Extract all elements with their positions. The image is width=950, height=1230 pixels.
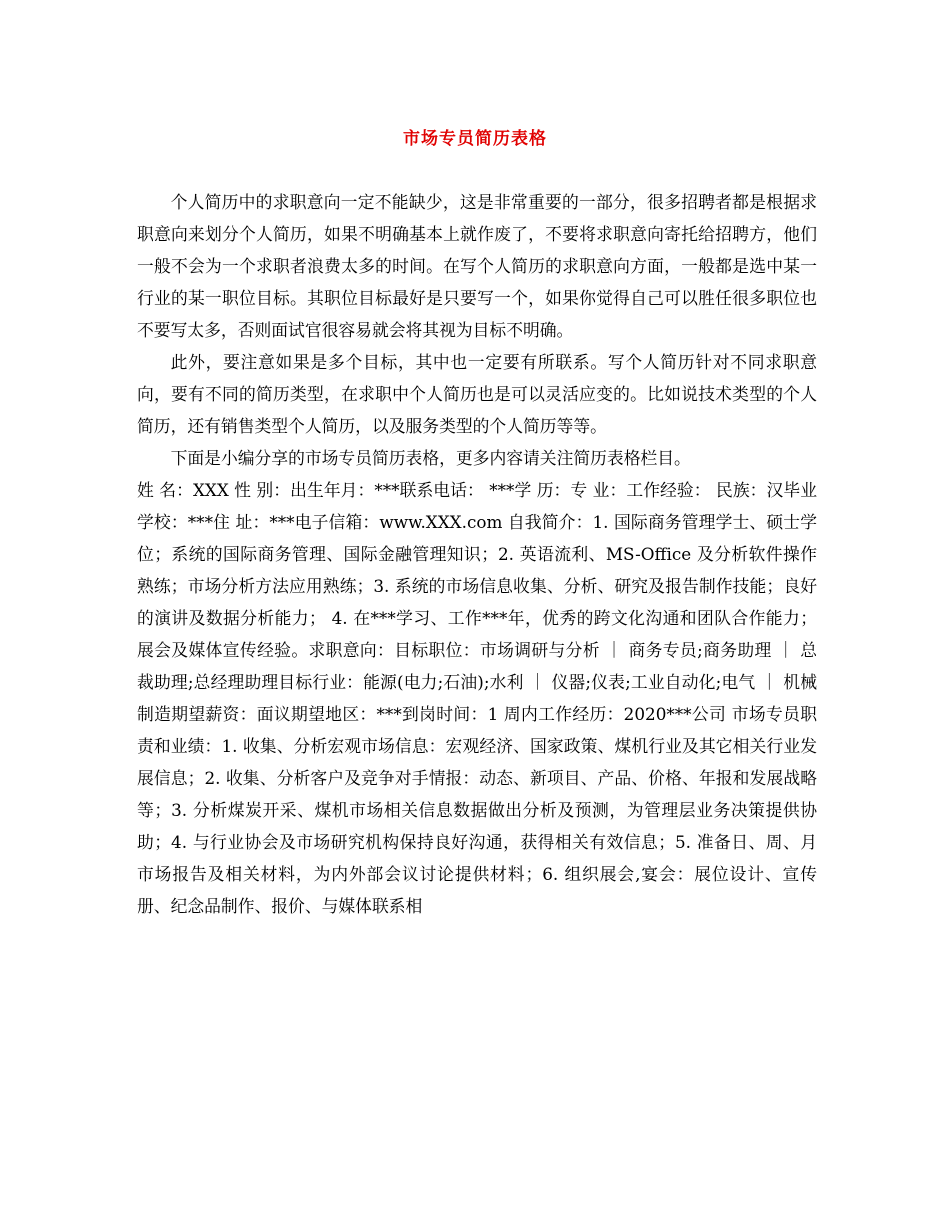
paragraph-intro-template: 下面是小编分享的市场专员简历表格，更多内容请关注简历表格栏目。 — [170, 448, 691, 468]
paragraph-resume-content: 姓 名：XXX 性 别：出生年月：***联系电话： ***学 历：专 业：工作经验： 民族：汉毕业学校：***住 址：***电子信箱：www.XXX.com 自我简介：1. 国际商务管理学士、硕士学位；系统的国际商务管理、国际金融管理知识；2. 英语流利、MS-Office 及分析软件操作熟练；市场分析方法应用熟练；3. 系统的市场信息收集、分析、研究及报告制作技能；良好的演讲及数据分析能力； 4. 在***学习、工作***年，优秀的跨文化沟通和团队合作能力；展会及媒体宣传经验。求职意向：目标职位：市场调研与分析 ｜ 商务专员;商务助理 ｜ 总裁助理;总经理助理目标行业：能源(电力;石油);水利 ｜ 仪器;仪表;工业自动化;电气 ｜ 机械制造期望薪资：面议期望地区：***到岗时间：1 周内工作经历：2020***公司 市场专员职责和业绩：1. 收集、分析宏观市场信息：宏观经济、国家政策、煤机行业及其它相关行业发展信息；2. 收集、分析客户及竞争对手情报：动态、新项目、产品、价格、年报和发展战略等；3. 分析煤炭开采、煤机市场相关信息数据做出分析及预测，为管理层业务决策提供协助；4. 与行业协会及市场研究机构保持良好沟通，获得相关有效信息；5. 准备日、周、月市场报告及相关材料，为内外部会议讨论提供材料；6. 组织展会,宴会：展位设计、宣传册、纪念品制作、报价、与媒体联系相 — [137, 480, 817, 916]
paragraph-multiple-goals: 此外，要注意如果是多个目标，其中也一定要有所联系。写个人简历针对不同求职意向，要有不同的简历类型，在求职中个人简历也是可以灵活应变的。比如说技术类型的个人简历，还有销售类型个人简历，以及服务类型的个人简历等等。 — [137, 352, 817, 436]
document-title: 市场专员简历表格 — [403, 129, 547, 149]
document-body — [137, 186, 817, 922]
paragraph-job-intention: 个人简历中的求职意向一定不能缺少，这是非常重要的一部分，很多招聘者都是根据求职意向来划分个人简历，如果不明确基本上就作废了，不要将求职意向寄托给招聘方，他们一般不会为一个求职者浪费太多的时间。在写个人简历的求职意向方面，一般都是选中某一行业的某一职位目标。其职位目标最好是只要写一个，如果你觉得自己可以胜任很多职位也不要写太多，否则面试官很容易就会将其视为目标不明确。 — [137, 192, 817, 340]
